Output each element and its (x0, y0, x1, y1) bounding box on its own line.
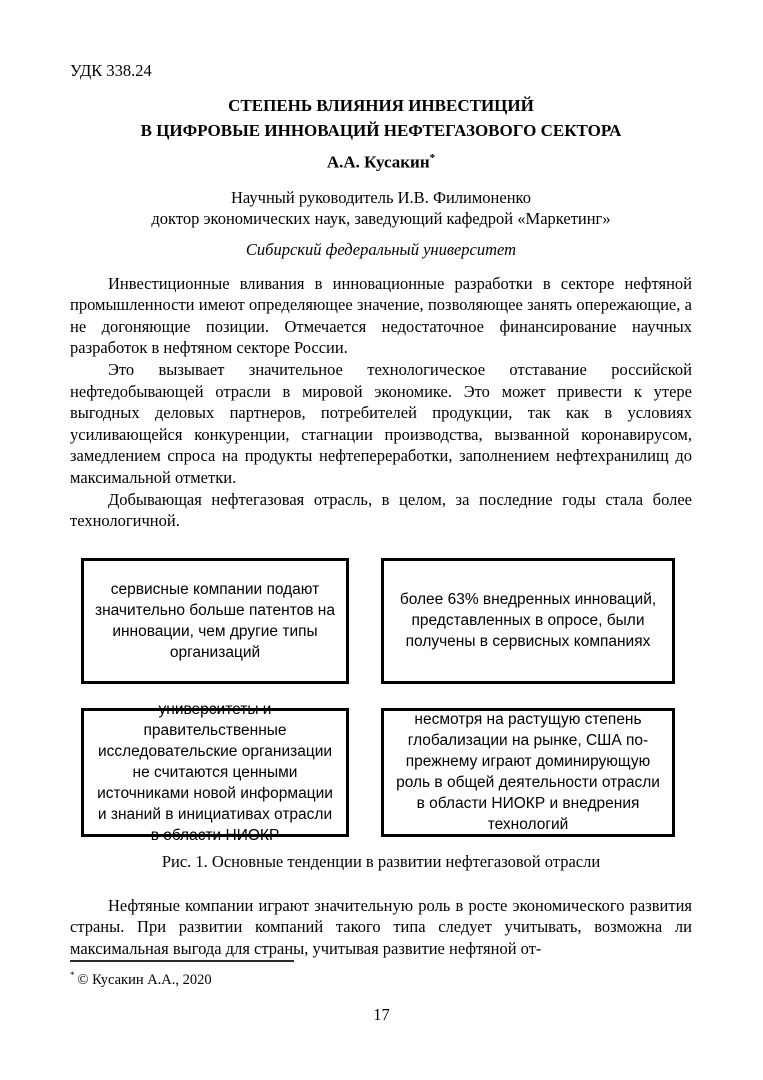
udc-number: УДК 338.24 (70, 61, 152, 80)
footnote-mark: * (70, 970, 75, 980)
figure-box-top-right: более 63% внедренных инноваций, представленных в опросе, были получены в сервисных компаниях (381, 558, 675, 684)
author-footnote-mark: * (429, 152, 436, 164)
paragraph-2: Это вызывает значительное технологическое отставание российской нефтедобывающей отрасли в мировой экономике. Это может привести к утере выгодных деловых партнеров, потребителей продукции, так как в условиях усиливающейся конкуренции, стагнации производства, вызванной коронавирусом, замедлением спроса на продукты нефтепереработки, заполнением нефтехранилищ до максимальной отметки. (70, 360, 692, 487)
paragraph-3: Добывающая нефтегазовая отрасль, в целом, за последние годы стала более технологичной. (70, 489, 692, 531)
figure-1 (81, 558, 675, 844)
author-name (70, 152, 692, 173)
paper-title-line-1: СТЕПЕНЬ ВЛИЯНИЯ ИНВЕСТИЦИЙ (228, 96, 534, 115)
figure-caption: Рис. 1. Основные тенденции в развитии нефтегазовой отрасли (161, 851, 601, 871)
supervisor-line-1: Научный руководитель И.В. Филимоненко (231, 187, 531, 207)
paper-title (70, 93, 692, 143)
author-name-text: А.А. Кусакин (326, 152, 430, 172)
supervisor-line-2: доктор экономических наук, заведующий кафедрой «Маркетинг» (151, 209, 611, 229)
page-content (70, 0, 692, 960)
paper-title-line-2: В ЦИФРОВЫЕ ИННОВАЦИЙ НЕФТЕГАЗОВОГО СЕКТОРА (140, 121, 622, 140)
paragraph-1: Инвестиционные вливания в инновационные разработки в секторе нефтяной промышленности имеют определяющее значение, позволяющее занять опережающие, а не догоняющие позиции. Отмечается недостаточное финансирование научных разработок в нефтяном секторе России. (70, 273, 692, 358)
footnote-divider (70, 960, 294, 962)
affiliation: Сибирский федеральный университет (245, 239, 517, 259)
figure-box-bottom-left: университеты и правительственные исследовательские организации не считаются ценными источниками новой информации и знаний в инициативах отрасли в области НИОКР (81, 708, 349, 837)
paragraph-4: Нефтяные компании играют значительную роль в росте экономического развития страны. При развитии компаний такого типа следует учитывать, возможна ли максимальная выгода для страны, учитывая развитие нефтяной от- (70, 895, 692, 958)
footnote-text (70, 970, 692, 989)
page-number: 17 (373, 1005, 390, 1024)
figure-box-bottom-right: несмотря на растущую степень глобализации на рынке, США по-прежнему играют доминирующую роль в общей деятельности отрасли в области НИОКР и внедрения технологий (381, 708, 675, 837)
figure-box-top-left: сервисные компании подают значительно больше патентов на инновации, чем другие типы организаций (81, 558, 349, 684)
footnote-copyright: © Кусакин А.А., 2020 (77, 971, 212, 988)
supervisor-block (70, 187, 692, 230)
footnote-area (70, 960, 692, 989)
body-text-block (70, 273, 692, 532)
